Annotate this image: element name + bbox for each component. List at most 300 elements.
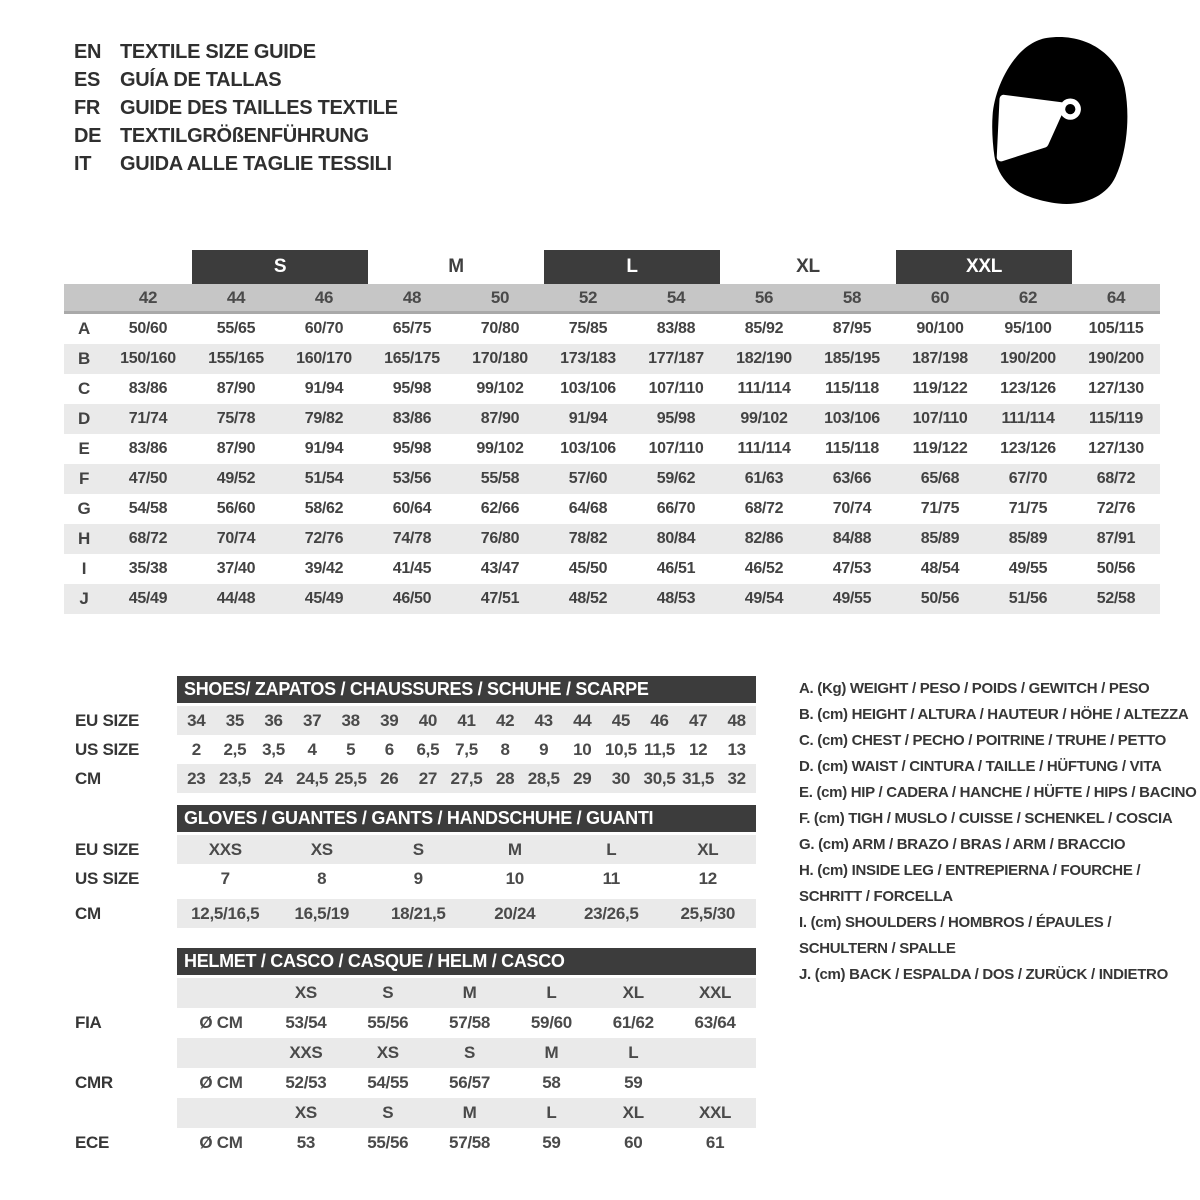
size-cell: 3,5: [262, 739, 285, 759]
size-cell: 63/64: [694, 1013, 736, 1032]
language-row: [74, 66, 398, 94]
row-values: [177, 1128, 756, 1158]
size-cell: 29: [573, 768, 592, 788]
size-cell: 60/70: [304, 320, 344, 337]
size-cell: 173/183: [560, 350, 616, 367]
row-label: F: [78, 469, 90, 488]
size-cell: 47/50: [128, 470, 168, 487]
table-row: [64, 1128, 756, 1158]
table-row: [64, 314, 1160, 344]
textile-size-table: [64, 250, 1160, 614]
language-code: DE: [74, 124, 102, 147]
measurement-legend: [799, 676, 1197, 988]
helmet-size-section: [64, 948, 756, 1158]
spacer: [64, 1038, 177, 1068]
size-cell: 24: [264, 768, 283, 788]
helmet-size-header: L: [546, 983, 557, 1002]
size-cell: 59/62: [656, 470, 696, 487]
guide-title: TEXTILE SIZE GUIDE: [120, 40, 316, 63]
size-cell: 46/50: [392, 590, 432, 607]
size-cell: 26: [380, 768, 399, 788]
size-cell: 18/21,5: [390, 903, 446, 923]
row-values: [177, 899, 756, 928]
size-cell: 7,5: [455, 739, 478, 759]
row-label: US SIZE: [75, 868, 140, 888]
column-header: 60: [930, 287, 950, 307]
size-cell: 72/76: [1096, 500, 1136, 517]
size-cell: 111/114: [737, 440, 791, 457]
row-label: EU SIZE: [75, 839, 140, 859]
row-values: [177, 835, 756, 864]
size-cell: 30,5: [643, 768, 676, 788]
table-row: [64, 864, 756, 893]
size-cell: 52/58: [1096, 590, 1136, 607]
size-cell: 68/72: [1096, 470, 1136, 487]
helmet-size-header: S: [382, 1103, 394, 1122]
column-header-row: [64, 284, 1160, 314]
size-cell: 36: [264, 710, 283, 730]
size-cell: 115/119: [1089, 410, 1143, 427]
size-cell: 58/62: [304, 500, 344, 517]
row-label: ECE: [75, 1133, 110, 1152]
size-cell: 68/72: [128, 530, 168, 547]
size-cell: 27,5: [450, 768, 483, 788]
size-cell: 107/110: [912, 410, 968, 427]
row-label: C: [78, 379, 90, 398]
size-cell: 50/60: [128, 320, 168, 337]
racing-helmet-icon: [975, 28, 1160, 218]
helmet-size-header: L: [546, 1103, 557, 1122]
table-row: [64, 1008, 756, 1038]
helmet-size-header: M: [544, 1043, 559, 1062]
size-group-m: M: [448, 256, 464, 277]
row-label: FIA: [75, 1013, 102, 1032]
size-cell: 155/165: [208, 350, 264, 367]
size-cell: 182/190: [736, 350, 792, 367]
size-cell: 57/60: [568, 470, 608, 487]
legend-item: J. (cm) BACK / ESPALDA / DOS / ZURÜCK / INDIETRO: [799, 966, 1168, 983]
legend-item: C. (cm) CHEST / PECHO / POITRINE / TRUHE / PETTO: [799, 732, 1167, 749]
table-row: [64, 899, 756, 928]
row-values: [177, 864, 756, 893]
column-header: 56: [754, 287, 774, 307]
size-cell: 24,5: [296, 768, 329, 788]
size-cell: 32: [727, 768, 746, 788]
size-cell: 95/100: [1004, 320, 1052, 337]
table-row: [64, 344, 1160, 374]
size-cell: 62/66: [480, 500, 520, 517]
helmet-size-header: XL: [622, 1103, 644, 1122]
helmet-size-header: XS: [294, 983, 317, 1002]
size-cell: 57/58: [449, 1133, 491, 1152]
size-cell: 41: [457, 710, 476, 730]
size-cell: 59/60: [530, 1013, 572, 1032]
size-cell: 55/56: [367, 1133, 409, 1152]
size-cell: 99/102: [476, 380, 524, 397]
size-cell: 40: [418, 710, 438, 730]
size-cell: 51/54: [304, 470, 344, 487]
row-label: E: [78, 439, 90, 458]
helmet-size-header: XL: [622, 983, 644, 1002]
row-values: [177, 735, 756, 764]
size-cell: 63/66: [832, 470, 872, 487]
spacer: [64, 978, 177, 1008]
table-row: [64, 464, 1160, 494]
row-label: CM: [75, 903, 101, 923]
language-row: [74, 122, 398, 150]
size-cell: 119/122: [912, 380, 968, 397]
row-label: CMR: [75, 1073, 113, 1092]
size-cell: 160/170: [296, 350, 352, 367]
helmet-size-header: XXL: [698, 1103, 732, 1122]
legend-item: I. (cm) SHOULDERS / HOMBROS / ÉPAULES / SCHULTERN / SPALLE: [799, 914, 1112, 957]
size-cell: 28: [495, 768, 515, 788]
size-cell: 177/187: [648, 350, 704, 367]
language-code: EN: [74, 40, 102, 63]
size-cell: 9: [539, 739, 549, 759]
row-label: A: [78, 319, 90, 338]
size-cell: 170/180: [472, 350, 528, 367]
size-cell: 46/51: [656, 560, 696, 577]
size-cell: 95/98: [656, 410, 696, 427]
size-cell: 59: [624, 1073, 643, 1092]
size-cell: 95/98: [392, 380, 432, 397]
legend-item: B. (cm) HEIGHT / ALTURA / HAUTEUR / HÖHE / ALTEZZA: [799, 706, 1189, 723]
shoes-size-section: [64, 676, 756, 793]
size-cell: 87/90: [216, 440, 256, 457]
size-cell: 45/50: [568, 560, 608, 577]
table-row: [64, 835, 756, 864]
size-cell: 39/42: [304, 560, 344, 577]
size-cell: 50/56: [1096, 560, 1136, 577]
size-cell: 23: [187, 768, 206, 788]
size-cell: 44/48: [216, 590, 256, 607]
size-group-row: [64, 250, 1160, 284]
language-row: [74, 38, 398, 66]
size-cell: 30: [611, 768, 631, 788]
size-cell: 49/52: [216, 470, 256, 487]
size-cell: 83/88: [656, 320, 696, 337]
size-cell: 85/92: [744, 320, 784, 337]
size-cell: XL: [697, 839, 719, 859]
guide-title: GUIDE DES TAILLES TEXTILE: [120, 96, 398, 119]
size-cell: 95/98: [392, 440, 432, 457]
size-cell: 127/130: [1088, 440, 1144, 457]
column-header: 50: [490, 287, 510, 307]
size-cell: 25,5: [334, 768, 367, 788]
size-cell: 72/76: [304, 530, 344, 547]
size-cell: 2,5: [223, 739, 247, 759]
row-label: EU SIZE: [75, 710, 140, 730]
gloves-section-header: GLOVES / GUANTES / GANTS / HANDSCHUHE / GUANTI: [177, 805, 756, 832]
table-row: [64, 1098, 756, 1128]
helmet-size-header: XXS: [289, 1043, 323, 1062]
size-group-xxl: XXL: [896, 250, 1072, 284]
row-values: [177, 1038, 756, 1068]
row-values: [177, 1008, 756, 1038]
size-cell: 165/175: [384, 350, 440, 367]
helmet-size-header: XS: [294, 1103, 317, 1122]
table-row: [64, 978, 756, 1008]
row-label: H: [78, 529, 90, 548]
size-cell: 38: [341, 710, 360, 730]
size-cell: 7: [220, 868, 230, 888]
size-cell: 10: [573, 739, 592, 759]
column-header: 64: [1106, 287, 1126, 307]
size-cell: 185/195: [824, 350, 880, 367]
size-cell: 105/115: [1088, 320, 1144, 337]
size-cell: 70/74: [216, 530, 256, 547]
size-cell: 83/86: [128, 380, 168, 397]
column-header: 44: [226, 287, 246, 307]
helmet-size-header: [674, 1038, 756, 1068]
size-cell: 25,5/30: [680, 903, 736, 923]
spacer: [64, 805, 177, 835]
helmet-size-header: XXL: [698, 983, 732, 1002]
size-cell: 45/49: [304, 590, 344, 607]
size-cell: 53/56: [392, 470, 432, 487]
size-cell: 65/68: [920, 470, 960, 487]
size-cell: 12: [698, 868, 717, 888]
size-cell: 53/54: [285, 1013, 327, 1032]
size-cell: 83/86: [128, 440, 168, 457]
table-row: [64, 524, 1160, 554]
size-cell: 71/75: [1008, 500, 1048, 517]
size-cell: 23/26,5: [583, 903, 639, 923]
size-cell: 76/80: [480, 530, 520, 547]
row-label: I: [81, 559, 87, 578]
size-cell: 2: [191, 739, 201, 759]
table-row: [64, 706, 756, 735]
size-cell: 10,5: [604, 739, 637, 759]
column-header: 52: [578, 287, 598, 307]
size-cell: 70/74: [832, 500, 872, 517]
size-cell: 87/91: [1096, 530, 1136, 547]
size-cell: 54/58: [128, 500, 168, 517]
spacer: [64, 250, 104, 284]
table-row: [64, 434, 1160, 464]
helmet-size-header: L: [628, 1043, 639, 1062]
size-cell: 53: [296, 1133, 316, 1152]
helmet-size-header: S: [464, 1043, 476, 1062]
size-cell: 49/55: [832, 590, 872, 607]
row-label: US SIZE: [75, 739, 140, 759]
row-values: [177, 978, 756, 1008]
language-row: [74, 94, 398, 122]
size-cell: 55/56: [367, 1013, 409, 1032]
size-cell: 83/86: [392, 410, 432, 427]
diameter-unit-label: Ø CM: [199, 1133, 243, 1152]
row-values: [177, 1098, 756, 1128]
size-cell: 80/84: [656, 530, 696, 547]
size-cell: XS: [310, 839, 333, 859]
spacer: [64, 948, 177, 978]
size-cell: 55/65: [216, 320, 256, 337]
size-cell: S: [412, 839, 424, 859]
size-cell: 111/114: [1001, 410, 1055, 427]
size-cell: 43/47: [480, 560, 520, 577]
spacer: [64, 284, 104, 311]
size-cell: 60/64: [392, 500, 432, 517]
size-cell: 52/53: [285, 1073, 327, 1092]
size-cell: 37/40: [216, 560, 256, 577]
size-cell: 31,5: [682, 768, 715, 788]
size-cell: 48/52: [568, 590, 608, 607]
size-cell: 60: [624, 1133, 643, 1152]
size-cell: 67/70: [1008, 470, 1048, 487]
size-cell: 46: [650, 710, 669, 730]
spacer: [64, 1098, 177, 1128]
size-cell: 55/58: [480, 470, 520, 487]
size-cell: 56/57: [449, 1073, 491, 1092]
size-cell: 74/78: [392, 530, 432, 547]
size-cell: 49/55: [1008, 560, 1048, 577]
size-cell: 70/80: [480, 320, 520, 337]
row-label: G: [77, 499, 91, 518]
size-cell: 23,5: [218, 768, 251, 788]
column-header: 42: [138, 287, 158, 307]
spacer: [64, 676, 177, 706]
size-cell: M: [507, 839, 522, 859]
size-cell: 91/94: [304, 440, 344, 457]
size-cell: 64/68: [568, 500, 608, 517]
size-cell: 48: [727, 710, 746, 730]
size-cell: L: [606, 839, 617, 859]
size-group-s: S: [192, 250, 368, 284]
language-code: FR: [74, 96, 101, 119]
language-code: ES: [74, 68, 101, 91]
legend-item: F. (cm) TIGH / MUSLO / CUISSE / SCHENKEL / COSCIA: [799, 810, 1173, 827]
size-cell: 115/118: [825, 440, 879, 457]
table-row: [64, 1038, 756, 1068]
helmet-size-header: S: [382, 983, 394, 1002]
size-cell: 41/45: [392, 560, 432, 577]
row-label: J: [79, 589, 89, 608]
size-cell: 37: [302, 710, 322, 730]
spacer: [177, 978, 265, 1008]
size-cell: 115/118: [825, 380, 879, 397]
size-cell: 35/38: [128, 560, 168, 577]
table-row: [64, 735, 756, 764]
size-cell: 16,5/19: [294, 903, 350, 923]
helmet-size-header: XS: [376, 1043, 399, 1062]
size-cell: 123/126: [1000, 440, 1056, 457]
size-cell: 47/51: [480, 590, 520, 607]
size-cell: 61/62: [612, 1013, 654, 1032]
size-cell: 8: [317, 868, 327, 888]
legend-item: A. (Kg) WEIGHT / PESO / POIDS / GEWITCH / PESO: [799, 680, 1150, 697]
size-cell: 75/85: [568, 320, 608, 337]
column-header: 58: [842, 287, 862, 307]
language-code: IT: [74, 152, 92, 175]
row-label: CM: [75, 768, 101, 788]
size-cell: 85/89: [920, 530, 960, 547]
column-header: 46: [314, 287, 334, 307]
size-cell: 45: [611, 710, 631, 730]
size-cell: 35: [225, 710, 245, 730]
row-values: [177, 764, 756, 793]
size-cell: 99/102: [740, 410, 788, 427]
size-cell: 71/75: [920, 500, 960, 517]
size-cell: 44: [573, 710, 592, 730]
size-cell: 111/114: [737, 380, 791, 397]
column-header: 48: [402, 287, 422, 307]
size-cell: 84/88: [832, 530, 872, 547]
size-cell: 58: [542, 1073, 561, 1092]
size-cell: 12,5/16,5: [191, 903, 260, 923]
size-cell: 59: [542, 1133, 561, 1152]
size-cell: 68/72: [744, 500, 784, 517]
size-cell: 39: [380, 710, 399, 730]
size-cell: 45/49: [128, 590, 168, 607]
size-cell: 91/94: [568, 410, 608, 427]
size-cell: 42: [495, 710, 515, 730]
row-values: [177, 706, 756, 735]
table-row: [64, 584, 1160, 614]
diameter-unit-label: Ø CM: [199, 1013, 243, 1032]
gloves-size-section: [64, 805, 756, 928]
size-cell: 61: [705, 1133, 725, 1152]
guide-title: TEXTILGRÖßENFÜHRUNG: [120, 124, 369, 147]
size-cell: 87/95: [832, 320, 872, 337]
size-cell: 43: [534, 710, 553, 730]
spacer: [177, 1098, 265, 1128]
size-cell: 10: [505, 868, 524, 888]
size-cell: 190/200: [1000, 350, 1056, 367]
table-row: [64, 764, 756, 793]
size-cell: 119/122: [912, 440, 968, 457]
legend-item: D. (cm) WAIST / CINTURA / TAILLE / HÜFTUNG / VITA: [799, 758, 1162, 775]
row-values: [177, 1068, 756, 1098]
size-cell: 87/90: [480, 410, 520, 427]
size-cell: XXS: [208, 839, 242, 859]
helmet-size-header: M: [462, 1103, 477, 1122]
language-row: [74, 150, 398, 178]
size-cell: 20/24: [494, 903, 536, 923]
size-cell: 123/126: [1000, 380, 1056, 397]
size-cell: 5: [346, 739, 356, 759]
size-cell: 90/100: [916, 320, 964, 337]
size-cell: 13: [727, 739, 746, 759]
size-cell: 6,5: [416, 739, 440, 759]
legend-item: H. (cm) INSIDE LEG / ENTREPIERNA / FOURCHE / SCHRITT / FORCELLA: [799, 862, 1141, 905]
size-cell: 87/90: [216, 380, 256, 397]
size-cell: 34: [187, 710, 206, 730]
table-row: [64, 494, 1160, 524]
table-row: [64, 374, 1160, 404]
size-cell: 27: [418, 768, 438, 788]
size-cell: 6: [384, 739, 394, 759]
size-cell: 11: [602, 868, 620, 888]
size-cell: 107/110: [648, 380, 704, 397]
size-cell: 50/56: [920, 590, 960, 607]
size-cell: 103/106: [560, 380, 616, 397]
table-row: [64, 554, 1160, 584]
size-cell: 46/52: [744, 560, 784, 577]
size-cell: 71/74: [128, 410, 168, 427]
row-label: D: [78, 409, 90, 428]
size-cell: 190/200: [1088, 350, 1144, 367]
size-cell: 127/130: [1088, 380, 1144, 397]
size-cell: 54/55: [367, 1073, 409, 1092]
spacer: [177, 1038, 265, 1068]
size-cell: 8: [500, 739, 510, 759]
helmet-section-header: HELMET / CASCO / CASQUE / HELM / CASCO: [177, 948, 756, 975]
size-cell: 65/75: [392, 320, 432, 337]
size-cell: 85/89: [1008, 530, 1048, 547]
size-cell: [674, 1068, 756, 1098]
size-cell: 61/63: [744, 470, 784, 487]
